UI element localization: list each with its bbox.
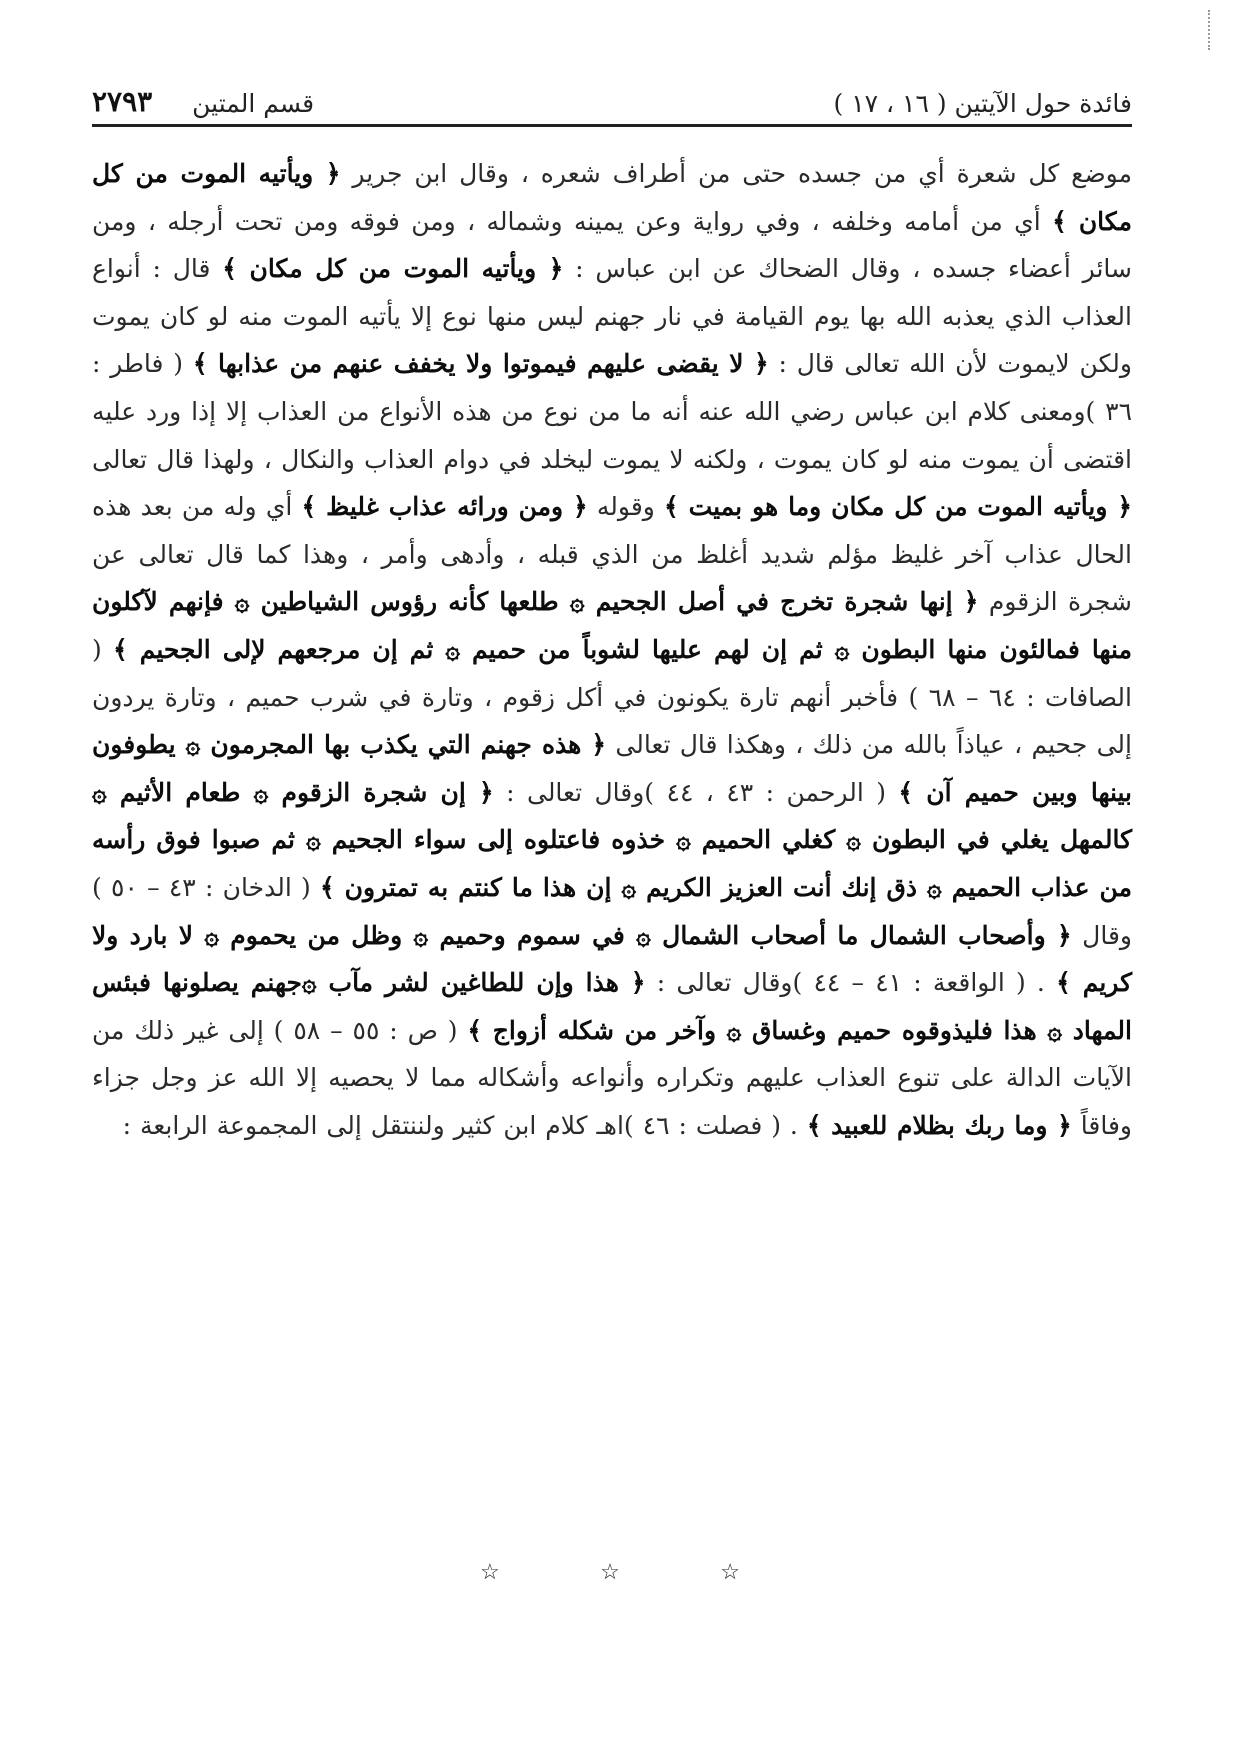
header-left-group	[92, 85, 314, 118]
body-segment: أي من أمامه وخلفه ، وفي رواية وعن يمينه وشماله ، ومن فوقه ومن تحت أرجله ، ومن سائر أعضاء جسده ، وقال الضحاك عن ابن عباس :	[92, 206, 1132, 284]
body-segment: ( الرحمن : ٤٣ ، ٤٤ )وقال تعالى :	[493, 777, 899, 807]
body-segment: قال : أنواع العذاب الذي يعذبه الله بها يوم القيامة في نار جهنم ليس منها نوع إلا يأتيه الموت منه لو كان يموت ولكن لايموت لأن الله تعالى قال :	[92, 254, 1132, 379]
body-segment: ( الدخان : ٤٣ – ٥٠ ) وقال	[92, 872, 1132, 950]
scan-edge-mark	[1208, 10, 1216, 50]
body-segment: وقوله	[587, 492, 665, 522]
body-segment: . ( الواقعة : ٤١ – ٤٤ )وقال تعالى :	[645, 968, 1057, 998]
body-paragraph	[92, 150, 1132, 1149]
quran-quote: ﴿ وأصحاب الشمال ما أصحاب الشمال ۞ في سموم وحميم ۞ وظل من يحموم ۞ لا بارد ولا كريم ﴾	[92, 920, 1132, 998]
star-ornament-icon: ☆	[480, 1559, 500, 1585]
quran-quote: ﴿ ويأتيه الموت من كل مكان ﴾	[92, 159, 1133, 236]
body-segment: أي وله من بعد هذه الحال عذاب آخر غليظ مؤلم شديد أغلظ من الذي قبله ، وأدهى وأمر ، وهذا كما قال تعالى عن شجرة الزقوم	[92, 492, 1132, 617]
header-title: فائدة حول الآيتين ( ١٦ ، ١٧ )	[833, 89, 1132, 118]
page-number: ٢٧٩٣	[92, 85, 153, 118]
quran-quote: ﴿ ويأتيه الموت من كل مكان وما هو بميت ﴾	[664, 492, 1132, 522]
quran-quote: ﴿ ويأتيه الموت من كل مكان ﴾	[222, 254, 564, 284]
quran-quote: ﴿ ومن ورائه عذاب غليظ ﴾	[301, 492, 588, 522]
body-segment: موضع كل شعرة أي من جسده حتى من أطراف شعره ، وقال ابن جرير	[340, 159, 1132, 188]
body-segment: ( ص : ٥٥ – ٥٨ ) إلى غير ذلك من الآيات الدالة على تنوع العذاب عليهم وتكراره وأنواعه وأشكاله مما لا يحصيه إلا الله عز وجل جزاء وفاقاً	[92, 1015, 1132, 1140]
star-ornament-icon: ☆	[720, 1559, 740, 1585]
star-ornament-icon: ☆	[600, 1559, 620, 1585]
header-section: قسم المتين	[192, 89, 315, 118]
quran-quote: ﴿ وما ربك بظلام للعبيد ﴾	[806, 1110, 1072, 1140]
quran-quote: ﴿ إن شجرة الزقوم ۞ طعام الأثيم ۞ كالمهل يغلي في البطون ۞ كغلي الحميم ۞ خذوه فاعتلوه إلى سواء الجحيم ۞ ثم صبوا فوق رأسه من عذاب الحميم ۞ ذق إنك أنت العزيز الكريم ۞ إن هذا ما كنتم به تمترون ﴾	[92, 777, 1132, 902]
body-text	[92, 150, 1132, 1550]
header-rule	[92, 124, 1132, 127]
body-segment: ( فاطر : ٣٦ )ومعنى كلام ابن عباس رضي الله عنه أنه ما من نوع من هذه الأنواع من العذاب إلا إذا ورد عليه اقتضى أن يموت منه لو كان يموت ، ولكنه لا يموت ليخلد في دوام العذاب والنكال ، ولهذا قال تعالى	[92, 349, 1132, 474]
quran-quote: ﴿ إنها شجرة تخرج في أصل الجحيم ۞ طلعها كأنه رؤوس الشياطين ۞ فإنهم لآكلون منها فمالئون منها البطون ۞ ثم إن لهم عليها لشوباً من حميم ۞ ثم إن مرجعهم لإلى الجحيم ﴾	[92, 587, 1132, 664]
quran-quote: ﴿ لا يقضى عليهم فيموتوا ولا يخفف عنهم من عذابها ﴾	[192, 349, 769, 379]
body-segment: ( الصافات : ٦٤ – ٦٨ ) فأخبر أنهم تارة يكونون في أكل زقوم ، وتارة في شرب حميم ، وتارة يردون إلى جحيم ، عياذاً بالله من ذلك ، وهكذا قال تعالى	[92, 634, 1132, 760]
quran-quote: ﴿ هذا وإن للطاغين لشر مآب ۞جهنم يصلونها فبئس المهاد ۞ هذا فليذوقوه حميم وغساق ۞ وآخر من شكله أزواج ﴾	[92, 968, 1132, 1045]
section-end-ornaments	[480, 1552, 740, 1592]
quran-quote: ﴿ هذه جهنم التي يكذب بها المجرمون ۞ يطوفون بينها وبين حميم آن ﴾	[92, 730, 1133, 807]
running-header	[92, 72, 1132, 118]
body-segment: . ( فصلت : ٤٦ )اهـ كلام ابن كثير ولننتقل إلى المجموعة الرابعة :	[122, 1110, 807, 1140]
